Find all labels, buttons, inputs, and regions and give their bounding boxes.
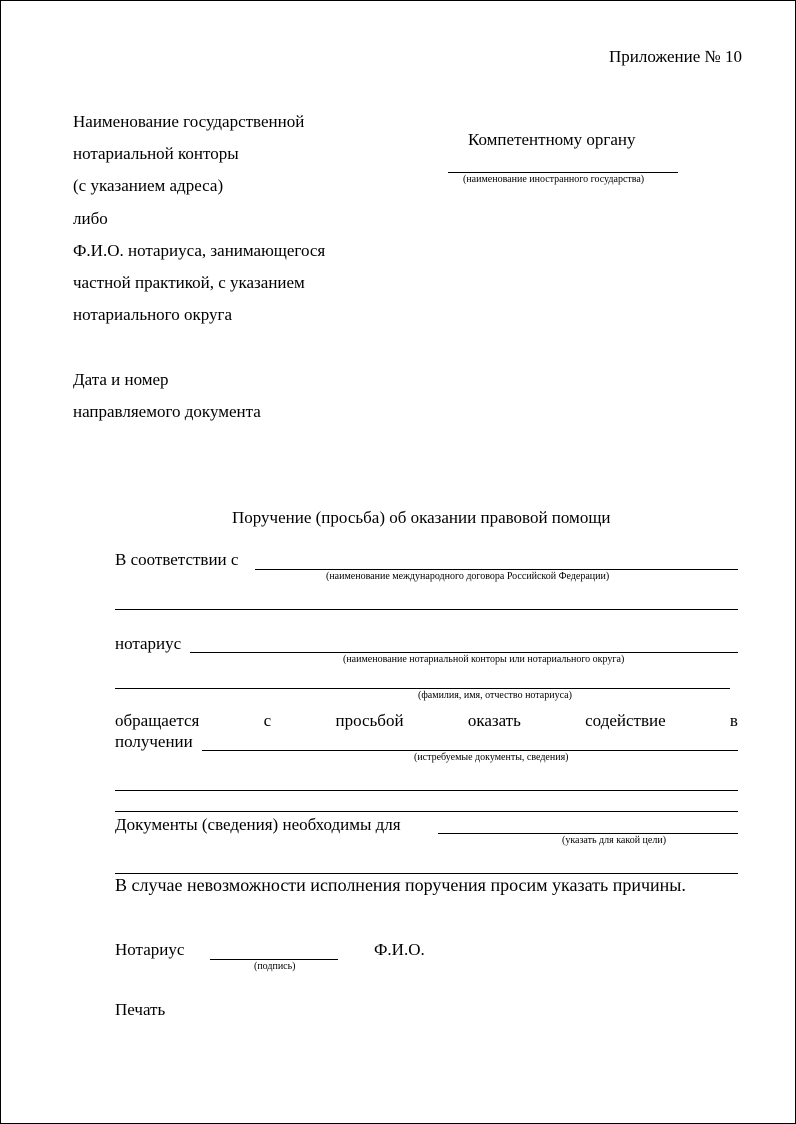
sender-line: либо <box>73 209 108 228</box>
sender-line: нотариального округа <box>73 305 233 324</box>
recipient-title: Компетентному органу <box>468 130 636 149</box>
name-label: Ф.И.О. <box>374 940 425 959</box>
documents-label: Документы (сведения) необходимы для <box>115 815 401 834</box>
sender-line: нотариальной конторы <box>73 144 239 163</box>
date-line: направляемого документа <box>73 402 261 421</box>
seal-label: Печать <box>115 1000 166 1019</box>
receive-hint: (истребуемые документы, сведения) <box>414 752 569 763</box>
signature-hint: (подпись) <box>254 961 296 972</box>
treaty-hint: (наименование международного договора Российской Федерации) <box>326 571 610 582</box>
treaty-continuation-line[interactable] <box>115 609 738 610</box>
recipient-hint: (наименование иностранного государства) <box>463 174 645 185</box>
impossibility-text: В случае невозможности исполнения поручения просим указать причины. <box>115 875 686 895</box>
according-label: В соответствии с <box>115 550 239 569</box>
notary-office-blank-line[interactable] <box>190 652 738 653</box>
recipient-blank-line[interactable] <box>448 172 678 173</box>
date-line: Дата и номер <box>73 370 169 389</box>
sender-line: (с указанием адреса) <box>73 176 224 195</box>
purpose-hint: (указать для какой цели) <box>562 835 667 846</box>
request-word: оказать <box>467 711 521 730</box>
sender-line: частной практикой, с указанием <box>73 273 305 292</box>
notary-label: нотариус <box>115 634 182 653</box>
sender-line: Ф.И.О. нотариуса, занимающегося <box>73 241 326 260</box>
notary-office-hint: (наименование нотариальной конторы или нотариального округа) <box>343 654 625 665</box>
receive-label: получении <box>115 732 193 751</box>
request-line <box>115 711 738 731</box>
request-word: в <box>729 711 738 730</box>
request-word: обращается <box>115 711 200 730</box>
purpose-continuation-line[interactable] <box>115 873 738 874</box>
treaty-blank-line[interactable] <box>255 569 738 570</box>
request-word: просьбой <box>335 711 404 730</box>
form-title: Поручение (просьба) об оказании правовой помощи <box>232 508 611 527</box>
purpose-blank-line[interactable] <box>438 833 738 834</box>
appendix-number: Приложение № 10 <box>609 47 742 66</box>
receive-continuation-line[interactable] <box>115 811 738 812</box>
sender-line: Наименование государственной <box>73 112 305 131</box>
receive-continuation-line[interactable] <box>115 790 738 791</box>
request-word: с <box>263 711 272 730</box>
notary-signature-label: Нотариус <box>115 940 185 959</box>
request-word: содействие <box>585 711 666 730</box>
signature-blank-line[interactable] <box>210 959 338 960</box>
receive-blank-line[interactable] <box>202 750 738 751</box>
notary-name-hint: (фамилия, имя, отчество нотариуса) <box>418 690 572 701</box>
notary-name-blank-line[interactable] <box>115 688 730 689</box>
